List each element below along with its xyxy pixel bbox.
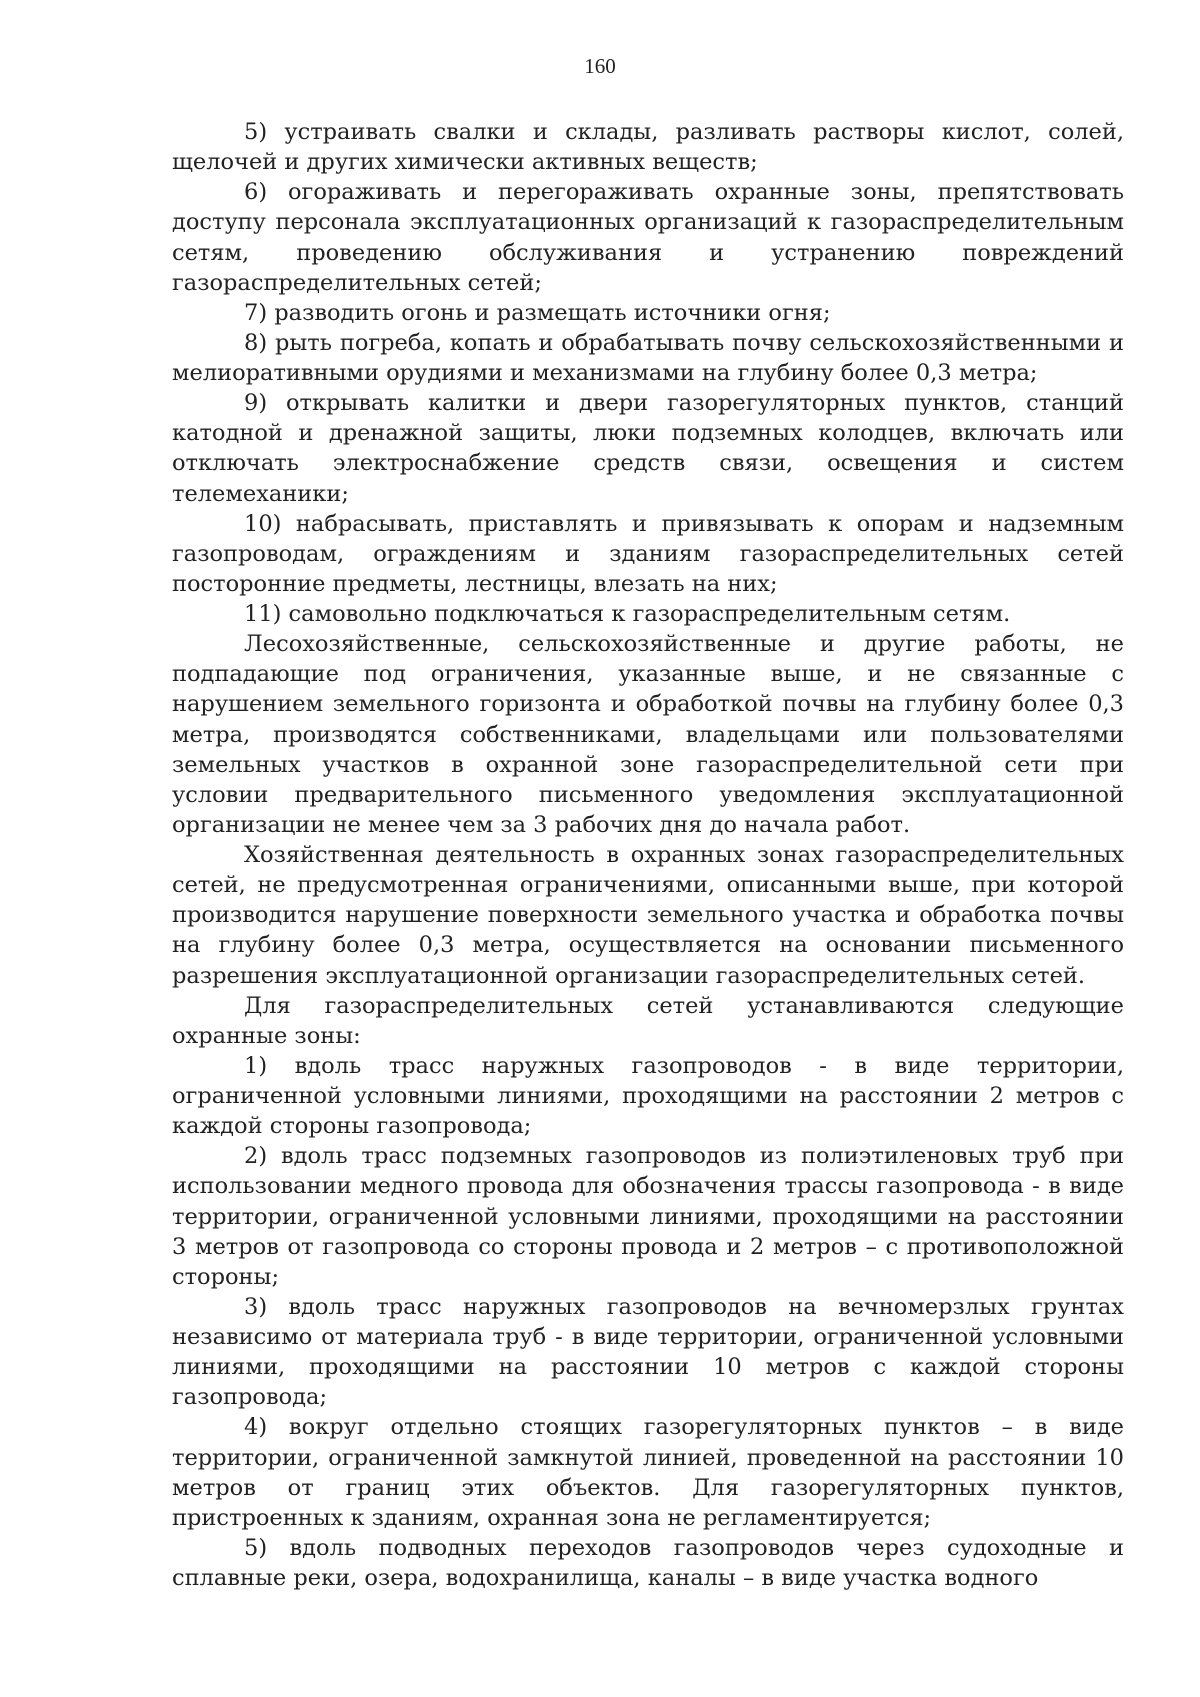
paragraph-prohibition-11: 11) самовольно подключаться к газораспределительным сетям. — [244, 601, 1011, 627]
paragraph-zone-5: 5) вдоль подводных переходов газопроводов через судоходные и сплавные реки, озера, водохранилища, каналы – в виде участка водного — [172, 1534, 1124, 1591]
paragraph-prohibition-5: 5) устраивать свалки и склады, разливать растворы кислот, солей, щелочей и других химически активных веществ; — [172, 119, 1124, 176]
paragraph-prohibition-7: 7) разводить огонь и размещать источники огня; — [244, 299, 831, 326]
paragraph-prohibition-6: 6) огораживать и перегораживать охранные зоны, препятствовать доступу персонала эксплуатационных организаций к газораспределительным сетям, проведению обслуживания и устранению повреждений газораспределительных сетей; — [172, 179, 1124, 296]
page-number: 160 — [584, 54, 616, 78]
paragraph-zone-4: 4) вокруг отдельно стоящих газорегуляторных пунктов – в виде территории, ограниченной замкнутой линией, проведенной на расстоянии 10 метров от границ этих объектов. Для газорегуляторных пунктов, пристроенных к зданиям, охранная зона не регламентируется; — [172, 1414, 1124, 1531]
paragraph-zone-1: 1) вдоль трасс наружных газопроводов - в виде территории, ограниченной условными линиями, проходящими на расстоянии 2 метров с каждой стороны газопровода; — [172, 1052, 1124, 1140]
paragraph-prohibition-10: 10) набрасывать, приставлять и привязывать к опорам и надземным газопроводам, ограждениям и зданиям газораспределительных сетей посторонние предметы, лестницы, влезать на них; — [172, 510, 1124, 597]
paragraph-prohibition-9: 9) открывать калитки и двери газорегуляторных пунктов, станций катодной и дренажной защиты, люки подземных колодцев, включать или отключать электроснабжение средств связи, освещения и систем телемеханики; — [172, 390, 1124, 507]
paragraph-prohibition-8: 8) рыть погреба, копать и обрабатывать почву сельскохозяйственными и мелиоративными орудиями и механизмами на глубину более 0,3 метра; — [172, 329, 1124, 386]
paragraph-zone-3: 3) вдоль трасс наружных газопроводов на вечномерзлых грунтах независимо от материала труб - в виде территории, ограниченной условными линиями, проходящими на расстоянии 10 метров с каждой стороны газопровода; — [172, 1293, 1124, 1411]
paragraph-zones-intro: Для газораспределительных сетей устанавливаются следующие охранные зоны: — [172, 992, 1124, 1049]
body-text — [172, 117, 1124, 1593]
paragraph-permitted-works: Лесохозяйственные, сельскохозяйственные и другие работы, не подпадающие под ограничения, указанные выше, и не связанные с нарушением земельного горизонта и обработкой почвы на глубину более 0,3 метра, производятся собственниками, владельцами или пользователями земельных участков в охранной зоне газораспределительной сети при условии предварительного письменного уведомления эксплуатационной организации не менее чем за 3 рабочих дня до начала работ. — [172, 631, 1124, 838]
paragraph-zone-2: 2) вдоль трасс подземных газопроводов из полиэтиленовых труб при использовании медного провода для обозначения трассы газопровода - в виде территории, ограниченной условными линиями, проходящими на расстоянии 3 метров от газопровода со стороны провода и 2 метров – с противоположной стороны; — [172, 1143, 1124, 1290]
paragraph-economic-activity: Хозяйственная деятельность в охранных зонах газораспределительных сетей, не предусмотренная ограничениями, описанными выше, при которой производится нарушение поверхности земельного участка и обработка почвы на глубину более 0,3 метра, осуществляется на основании письменного разрешения эксплуатационной организации газораспределительных сетей. — [172, 842, 1124, 989]
